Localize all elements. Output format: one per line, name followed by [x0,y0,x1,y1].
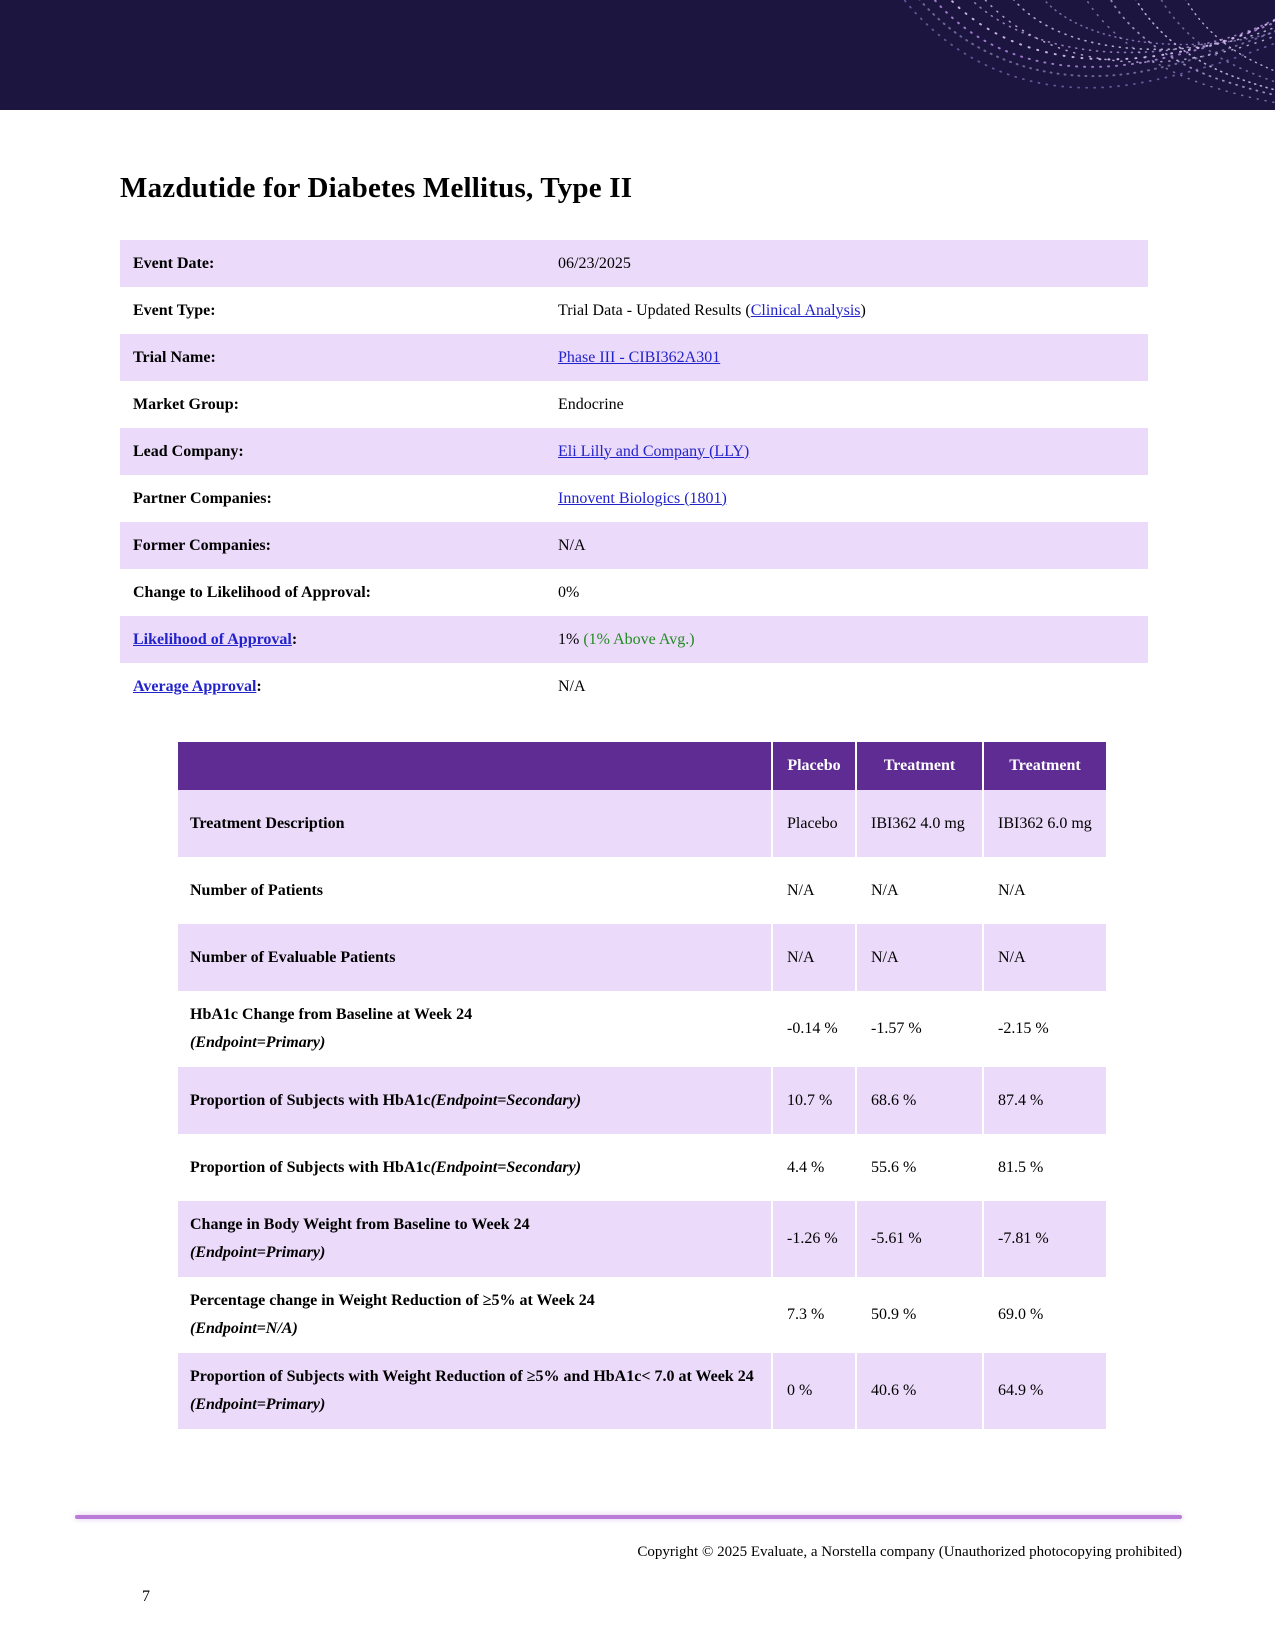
cell-value: N/A [772,857,856,924]
row-label-pct-weight-reduction [178,1277,772,1353]
former-companies-label: Former Companies: [133,536,271,554]
cell-value: N/A [772,924,856,991]
row-label-hba1c-change [178,991,772,1067]
cell-value: 55.6 % [856,1134,983,1201]
proportion-hba1c-2-text: Proportion of Subjects with HbA1c [190,1158,431,1176]
trial-name-label: Trial Name: [133,348,216,366]
results-header-empty [178,742,772,790]
cell-value: N/A [983,857,1106,924]
event-info-table [120,240,1148,710]
row-label-proportion-hba1c-2 [178,1134,772,1201]
info-row-market-group [120,381,1148,428]
partner-companies-label: Partner Companies: [133,489,272,507]
likelihood-colon: : [291,630,298,648]
table-row [178,1353,1106,1429]
top-banner [0,0,1275,110]
average-approval-value: N/A [558,677,586,695]
info-row-change-likelihood [120,569,1148,616]
cell-value: -0.14 % [772,991,856,1067]
partner-companies-link[interactable]: Innovent Biologics (1801) [558,489,727,507]
info-row-likelihood-of-approval [120,616,1148,663]
cell-value: -2.15 % [983,991,1106,1067]
cell-value: IBI362 6.0 mg [983,790,1106,857]
change-likelihood-value: 0% [558,583,580,601]
cell-value: -1.26 % [772,1201,856,1277]
info-row-event-type [120,287,1148,334]
likelihood-of-approval-label [120,631,558,649]
event-type-label: Event Type: [133,301,216,319]
likelihood-value-prefix: 1% [558,630,584,648]
cell-value: 87.4 % [983,1067,1106,1134]
row-label-body-weight-change [178,1201,772,1277]
row-label-proportion-hba1c-1 [178,1067,772,1134]
row-label-number-of-patients: Number of Patients [190,881,324,899]
lead-company-label: Lead Company: [133,442,244,460]
average-approval-label [120,678,558,696]
page-title: Mazdutide for Diabetes Mellitus, Type II [120,172,633,204]
cell-value: -1.57 % [856,991,983,1067]
trial-name-link[interactable]: Phase III - CIBI362A301 [558,348,721,366]
proportion-weight-hba1c-text: Proportion of Subjects with Weight Reduction of ≥5% and HbA1c< 7.0 at Week 24 [190,1368,754,1385]
partner-companies-value [558,490,1148,508]
former-companies-value: N/A [558,536,586,554]
proportion-hba1c-2-endpoint: (Endpoint=Secondary) [430,1158,582,1176]
cell-value: 81.5 % [983,1134,1106,1201]
results-header-treatment-1: Treatment [856,742,983,790]
cell-value: 69.0 % [983,1277,1106,1353]
info-row-former-companies [120,522,1148,569]
trial-name-value [558,349,1148,367]
cell-value: 7.3 % [772,1277,856,1353]
info-row-event-date [120,240,1148,287]
cell-value: 68.6 % [856,1067,983,1134]
particle-wave-decoration [675,0,1275,110]
likelihood-of-approval-value [558,631,1148,649]
cell-value: 4.4 % [772,1134,856,1201]
info-row-lead-company [120,428,1148,475]
event-date-value: 06/23/2025 [558,254,631,272]
hba1c-change-endpoint: (Endpoint=Primary) [190,1034,326,1051]
cell-value: N/A [856,857,983,924]
event-type-prefix: Trial Data - Updated Results ( [558,301,751,319]
event-type-value [558,302,1148,320]
event-type-suffix: ) [860,301,866,319]
row-label-number-of-evaluable-patients: Number of Evaluable Patients [178,924,772,991]
results-header-row [178,742,1106,790]
proportion-hba1c-1-endpoint: (Endpoint=Secondary) [430,1091,582,1109]
cell-value: -7.81 % [983,1201,1106,1277]
likelihood-above-avg: (1% Above Avg.) [583,630,695,648]
table-row [178,790,1106,857]
cell-value: 40.6 % [856,1353,983,1429]
info-row-average-approval [120,663,1148,710]
lead-company-link[interactable]: Eli Lilly and Company (LLY) [558,442,750,460]
page-number: 7 [142,1588,150,1605]
cell-value: N/A [856,924,983,991]
results-header-placebo: Placebo [772,742,856,790]
body-weight-change-endpoint: (Endpoint=Primary) [190,1244,326,1261]
copyright-notice: Copyright © 2025 Evaluate, a Norstella company (Unauthorized photocopying prohibited) [637,1544,1182,1560]
cell-value: N/A [983,924,1106,991]
pct-weight-reduction-text: Percentage change in Weight Reduction of ≥5% at Week 24 [190,1292,595,1309]
event-date-label: Event Date: [133,254,215,272]
cell-value: 0 % [772,1353,856,1429]
hba1c-change-text: HbA1c Change from Baseline at Week 24 [190,1006,473,1023]
body-weight-change-text: Change in Body Weight from Baseline to Week 24 [190,1216,530,1233]
clinical-analysis-link[interactable]: Clinical Analysis [750,301,861,319]
cell-value: -5.61 % [856,1201,983,1277]
average-approval-link[interactable]: Average Approval [133,677,257,695]
table-row [178,1201,1106,1277]
row-label-proportion-weight-hba1c [178,1353,772,1429]
row-label-treatment-description: Treatment Description [178,790,772,857]
trial-results-table [178,742,1106,1429]
table-row [178,991,1106,1067]
market-group-label: Market Group: [133,395,239,413]
proportion-weight-hba1c-endpoint: (Endpoint=Primary) [190,1396,326,1413]
cell-value: 10.7 % [772,1067,856,1134]
table-row [178,1134,1106,1201]
info-row-partner-companies [120,475,1148,522]
likelihood-of-approval-link[interactable]: Likelihood of Approval [133,630,292,648]
pct-weight-reduction-endpoint: (Endpoint=N/A) [190,1320,298,1337]
cell-value: 50.9 % [856,1277,983,1353]
table-row [178,1277,1106,1353]
change-likelihood-label: Change to Likelihood of Approval: [133,583,371,601]
market-group-value: Endocrine [558,395,624,413]
table-row [178,857,1106,924]
cell-value: Placebo [772,790,856,857]
cell-value: 64.9 % [983,1353,1106,1429]
table-row [178,924,1106,991]
results-header-treatment-2: Treatment [983,742,1106,790]
lead-company-value [558,443,1148,461]
cell-value: IBI362 4.0 mg [856,790,983,857]
proportion-hba1c-1-text: Proportion of Subjects with HbA1c [190,1091,431,1109]
average-approval-colon: : [256,677,262,695]
info-row-trial-name [120,334,1148,381]
table-row [178,1067,1106,1134]
footer-divider [75,1515,1182,1519]
